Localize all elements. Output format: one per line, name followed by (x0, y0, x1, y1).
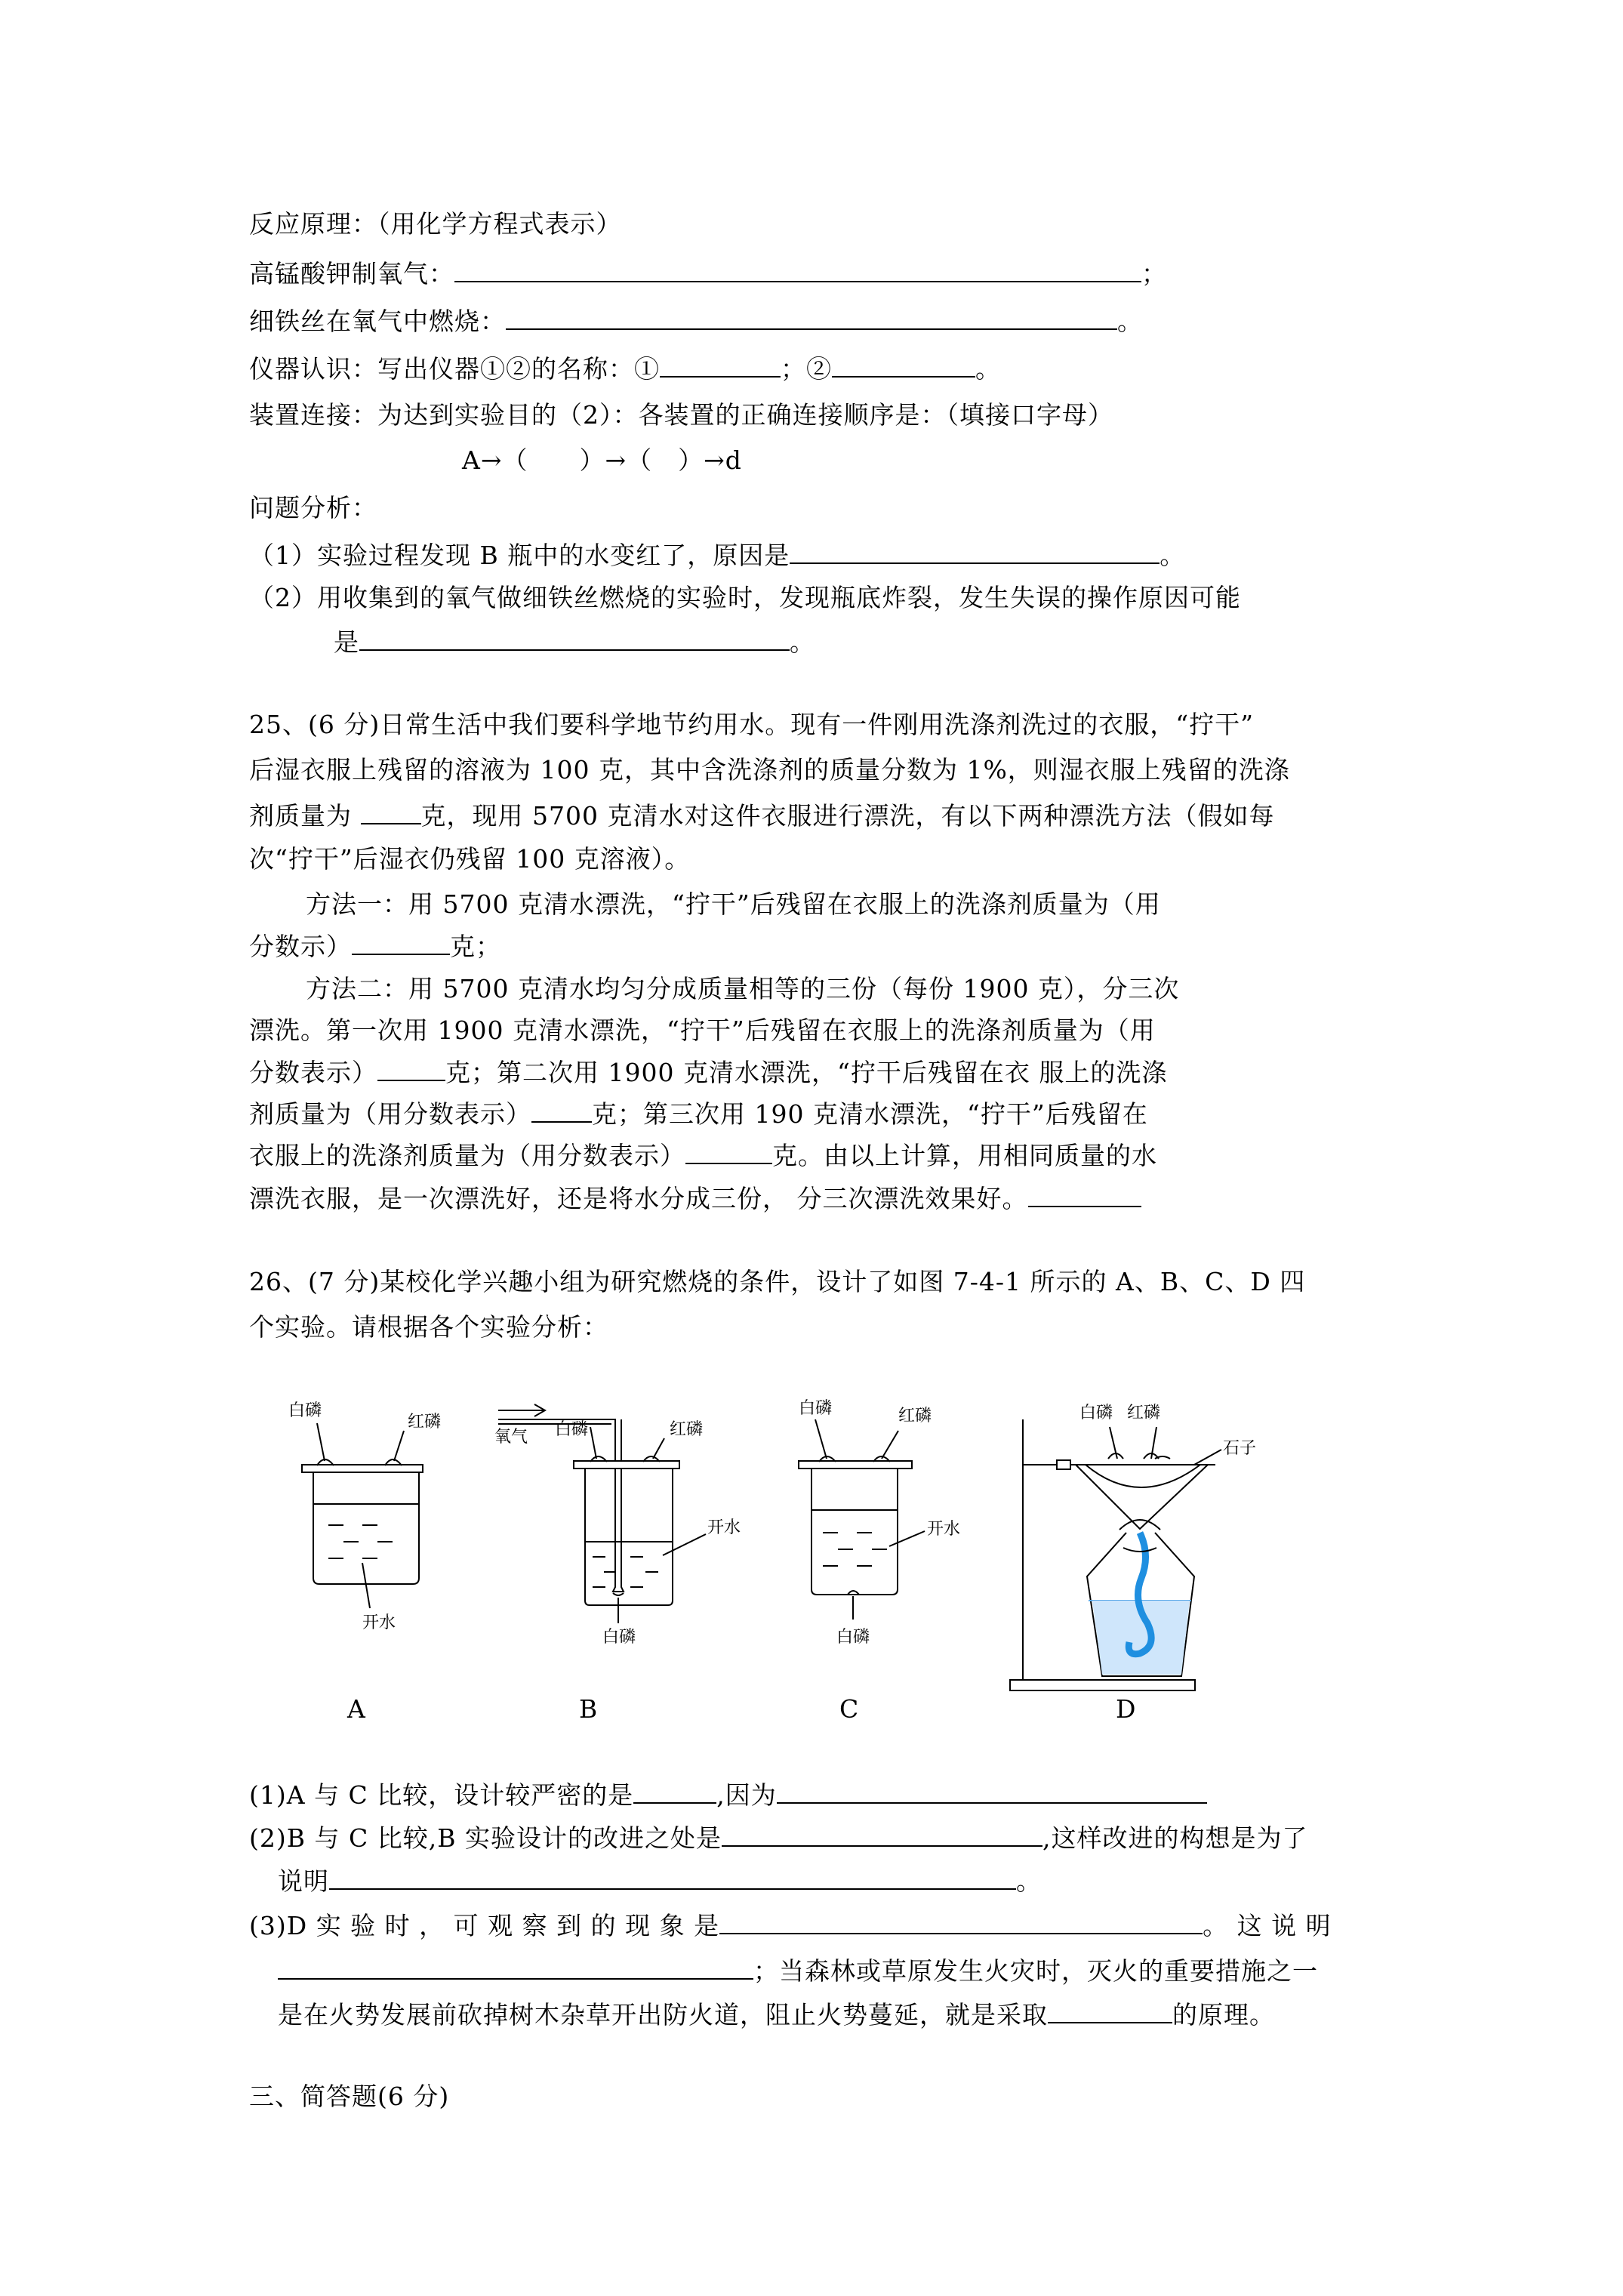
label-white-p-b: 白磷 (555, 1420, 589, 1439)
q26-sub-1: (1)A 与 C 比较，设计较严密的是 ,因为 (249, 1780, 1207, 1811)
apparatus-c (799, 1419, 925, 1620)
label-red-p-a: 红磷 (408, 1413, 442, 1432)
q25-line-9: 分数表示） 克；第二次用 1900 克清水漂洗，“拧干后残留在衣 服上的洗涤 (249, 1058, 1168, 1087)
label-white-p-c-bottom: 白磷 (836, 1628, 870, 1647)
principle-line: 反应原理：（用化学方程式表示） (249, 209, 622, 239)
q25-line-10: 剂质量为（用分数表示） 克；第三次用 190 克清水漂洗，“拧干”后残留在 (249, 1099, 1148, 1129)
analysis-2-cont: 是 。 (334, 627, 815, 657)
q26-sub-3-cont-2: 是在火势发展前砍掉树木杂草开出防火道，阻止火势蔓延，就是采取 的原理。 (278, 2000, 1275, 2029)
answer-blank[interactable] (633, 1780, 716, 1804)
label-oxygen-b: 氧气 (494, 1428, 528, 1447)
q25-line-1: 25、(6 分)日常生活中我们要科学地节约用水。现有一件刚用洗涤剂洗过的衣服，“拧干” (249, 710, 1254, 739)
q25-method-1-cont: 分数示） 克； (249, 932, 501, 961)
answer-blank[interactable] (352, 931, 450, 955)
apparatus-a (302, 1423, 423, 1608)
answer-blank[interactable] (722, 1823, 1042, 1847)
q26-sub-3-cont: ；当森林或草原发生火灾时，灭火的重要措施之一 (278, 1955, 1318, 1986)
label-red-p-c: 红磷 (898, 1407, 932, 1425)
answer-blank[interactable] (1048, 1999, 1172, 2023)
section-3-heading: 三、简答题(6 分) (249, 2082, 450, 2111)
answer-blank[interactable] (359, 627, 790, 651)
answer-blank[interactable] (685, 1140, 772, 1164)
answer-blank[interactable] (531, 1099, 592, 1123)
connect-sequence: A→（ ）→（ ）→d (462, 445, 742, 475)
answer-blank[interactable] (719, 1910, 1203, 1934)
label-white-p-a: 白磷 (288, 1401, 322, 1420)
answer-blank[interactable] (329, 1866, 1016, 1890)
q26-sub-3: (3)D 实 验 时 ， 可 观 察 到 的 现 象 是 。 这 说 明 (249, 1911, 1332, 1940)
caption-d: D (1116, 1694, 1136, 1724)
q26-sub-2: (2)B 与 C 比较,B 实验设计的改进之处是 ,这样改进的构想是为了 (249, 1823, 1308, 1853)
q25-line-12: 漂洗衣服，是一次漂洗好，还是将水分成三份， 分三次漂洗效果好。 (249, 1183, 1141, 1214)
label-boiling-a: 开水 (362, 1613, 396, 1632)
answer-blank[interactable] (660, 353, 781, 378)
q25-line-11: 衣服上的洗涤剂质量为（用分数表示） 克。由以上计算，用相同质量的水 (249, 1141, 1157, 1170)
answer-blank[interactable] (278, 1955, 753, 1980)
answer-blank[interactable] (790, 540, 1160, 564)
q25-method-2: 方法二：用 5700 克清水均匀分成质量相等的三份（每份 1900 克），分三次 (306, 974, 1180, 1003)
analysis-1: （1）实验过程发现 B 瓶中的水变红了，原因是 。 (249, 541, 1186, 570)
caption-b: B (579, 1694, 598, 1724)
q26-line-2: 个实验。请根据各个实验分析： (249, 1312, 608, 1342)
combustion-experiments-figure (242, 1374, 1374, 1737)
label-stone-d: 石子 (1223, 1439, 1257, 1458)
q25-line-8: 漂洗。第一次用 1900 克清水漂洗，“拧干”后残留在衣服上的洗涤剂质量为（用 (249, 1015, 1156, 1045)
q25-line-3: 剂质量为 克，现用 5700 克清水对这件衣服进行漂洗，有以下两种漂洗方法（假如每 (249, 801, 1275, 831)
instrument-line: 仪器认识：写出仪器①②的名称：① ；② 。 (249, 354, 1001, 384)
answer-blank[interactable] (377, 1057, 445, 1081)
label-white-p-d: 白磷 (1079, 1404, 1113, 1422)
analysis-heading: 问题分析： (249, 493, 377, 522)
connect-line: 装置连接：为达到实验目的（2）：各装置的正确连接顺序是：（填接口字母） (249, 400, 1113, 430)
label-boiling-b: 开水 (707, 1518, 741, 1537)
apparatus-d (1010, 1419, 1221, 1690)
label-boiling-c: 开水 (927, 1520, 961, 1539)
label-red-p-b: 红磷 (670, 1420, 704, 1439)
q25-line-2: 后湿衣服上残留的溶液为 100 克，其中含洗涤剂的质量分数为 1%，则湿衣服上残留的洗涤 (249, 755, 1290, 784)
caption-c: C (839, 1694, 859, 1724)
kmno4-line: 高锰酸钾制氧气： ； (249, 259, 1167, 288)
q25-line-4: 次“拧干”后湿衣仍残留 100 克溶液）。 (249, 844, 691, 874)
answer-blank[interactable] (832, 353, 975, 378)
answer-blank[interactable] (777, 1780, 1207, 1804)
analysis-2: （2）用收集到的氧气做细铁丝燃烧的实验时，发现瓶底炸裂，发生失误的操作原因可能 (249, 583, 1241, 612)
iron-line: 细铁丝在氧气中燃烧： 。 (249, 307, 1143, 336)
caption-a: A (347, 1694, 365, 1724)
answer-blank[interactable] (506, 306, 1117, 330)
label-white-p-b-bottom: 白磷 (602, 1628, 636, 1647)
label-red-p-d: 红磷 (1127, 1404, 1161, 1422)
answer-blank[interactable] (361, 800, 421, 824)
q25-method-1: 方法一：用 5700 克清水漂洗，“拧干”后残留在衣服上的洗涤剂质量为（用 (306, 889, 1161, 919)
answer-blank[interactable] (454, 258, 1141, 282)
q26-line-1: 26、(7 分)某校化学兴趣小组为研究燃烧的条件，设计了如图 7-4-1 所示的 A、B、C、D 四 (249, 1267, 1306, 1296)
q26-sub-2-cont: 说明 。 (278, 1866, 1042, 1896)
label-white-p-c: 白磷 (799, 1399, 833, 1418)
answer-blank[interactable] (1028, 1183, 1141, 1207)
